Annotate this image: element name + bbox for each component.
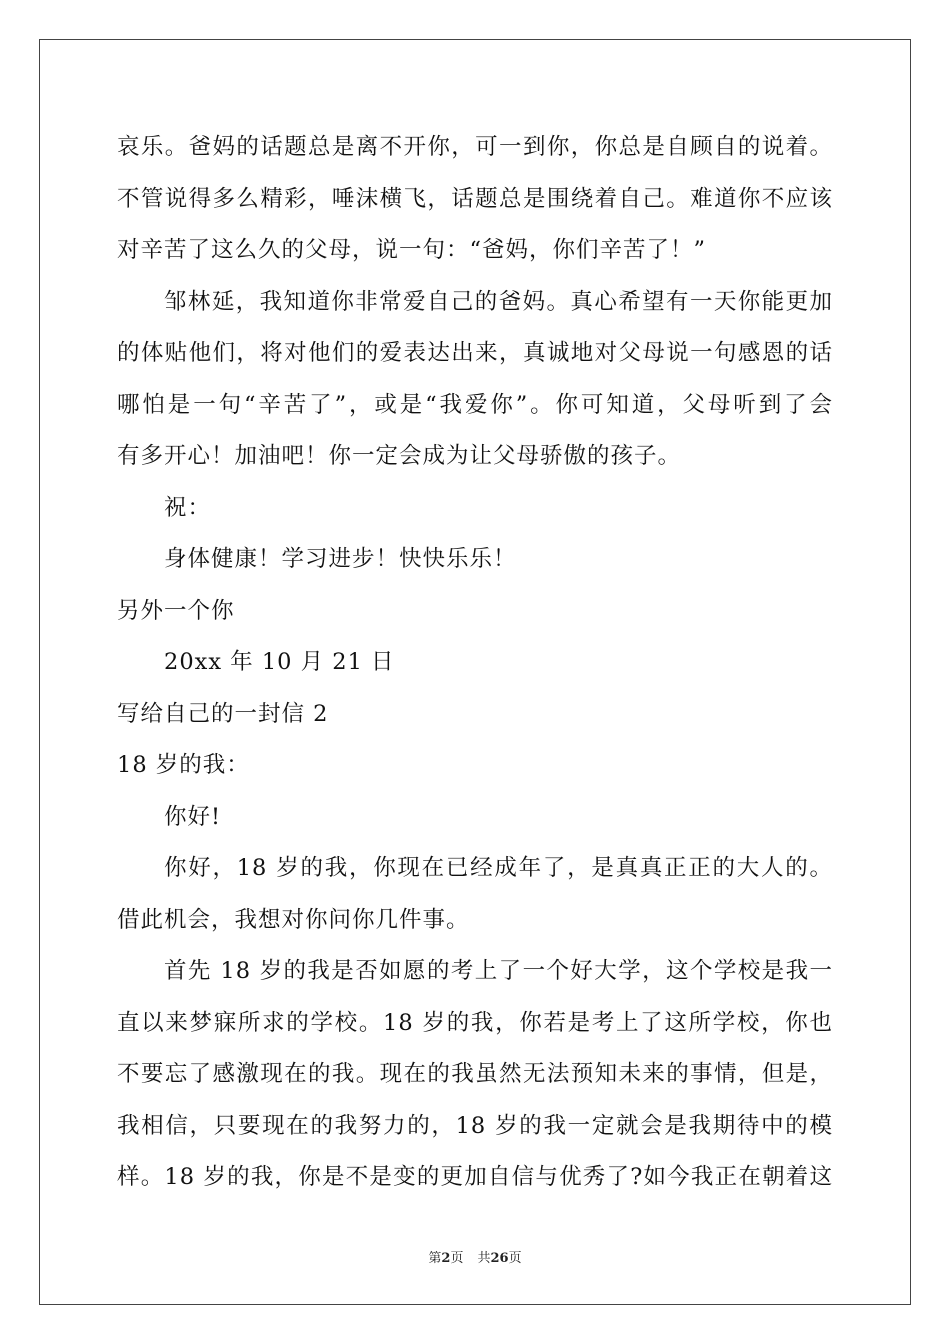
letter-body: [117, 122, 833, 1204]
text-line: 有多开心！加油吧！你一定会成为让父母骄傲的孩子。: [117, 443, 682, 469]
text-line: 哪怕是一句“辛苦了”，或是“我爱你”。你可知道，父母听到了会: [117, 391, 833, 418]
text-line: 邹林延，我知道你非常爱自己的爸妈。真心希望有一天你能更加: [164, 288, 833, 315]
text-line: 对辛苦了这么久的父母，说一句：“爸妈，你们辛苦了！”: [117, 237, 707, 263]
text-line: 不管说得多么精彩，唾沫横飞，话题总是围绕着自己。难道你不应该: [117, 185, 833, 212]
page-suffix: 页: [450, 1251, 464, 1266]
text-line: 身体健康！学习进步！快快乐乐！: [164, 546, 517, 572]
text-line: 样。18 岁的我，你是不是变的更加自信与优秀了?如今我正在朝着这: [117, 1164, 833, 1190]
page-number: 2: [441, 1251, 451, 1266]
greeting-line: 你好!: [164, 803, 222, 830]
text-line: 直以来梦寐所求的学校。18 岁的我，你若是考上了这所学校，你也: [117, 1009, 833, 1036]
section-title: 写给自己的一封信 2: [117, 700, 329, 727]
salutation-line: 18 岁的我：: [117, 752, 250, 778]
text-line: 哀乐。爸妈的话题总是离不开你，可一到你，你总是自顾自的说着。: [117, 134, 833, 160]
text-line: 首先 18 岁的我是否如愿的考上了一个好大学，这个学校是我一: [164, 958, 833, 984]
page-footer: [0, 1247, 950, 1266]
total-prefix: 共: [477, 1251, 491, 1266]
total-pages: 26: [490, 1251, 509, 1266]
text-line: 的体贴他们，将对他们的爱表达出来，真诚地对父母说一句感恩的话: [117, 340, 833, 366]
signature-line: 另外一个你: [117, 597, 235, 624]
text-line: 你好，18 岁的我，你现在已经成年了，是真真正正的大人的。: [164, 855, 833, 881]
text-line: 祝：: [164, 494, 212, 521]
total-suffix: 页: [508, 1251, 522, 1266]
date-line: 20xx 年 10 月 21 日: [164, 649, 395, 675]
text-line: 借此机会，我想对你问你几件事。: [117, 906, 470, 933]
page-prefix: 第: [428, 1251, 442, 1266]
text-line: 我相信，只要现在的我努力的，18 岁的我一定就会是我期待中的模: [117, 1112, 833, 1139]
text-line: 不要忘了感激现在的我。现在的我虽然无法预知未来的事情，但是，: [117, 1061, 833, 1087]
